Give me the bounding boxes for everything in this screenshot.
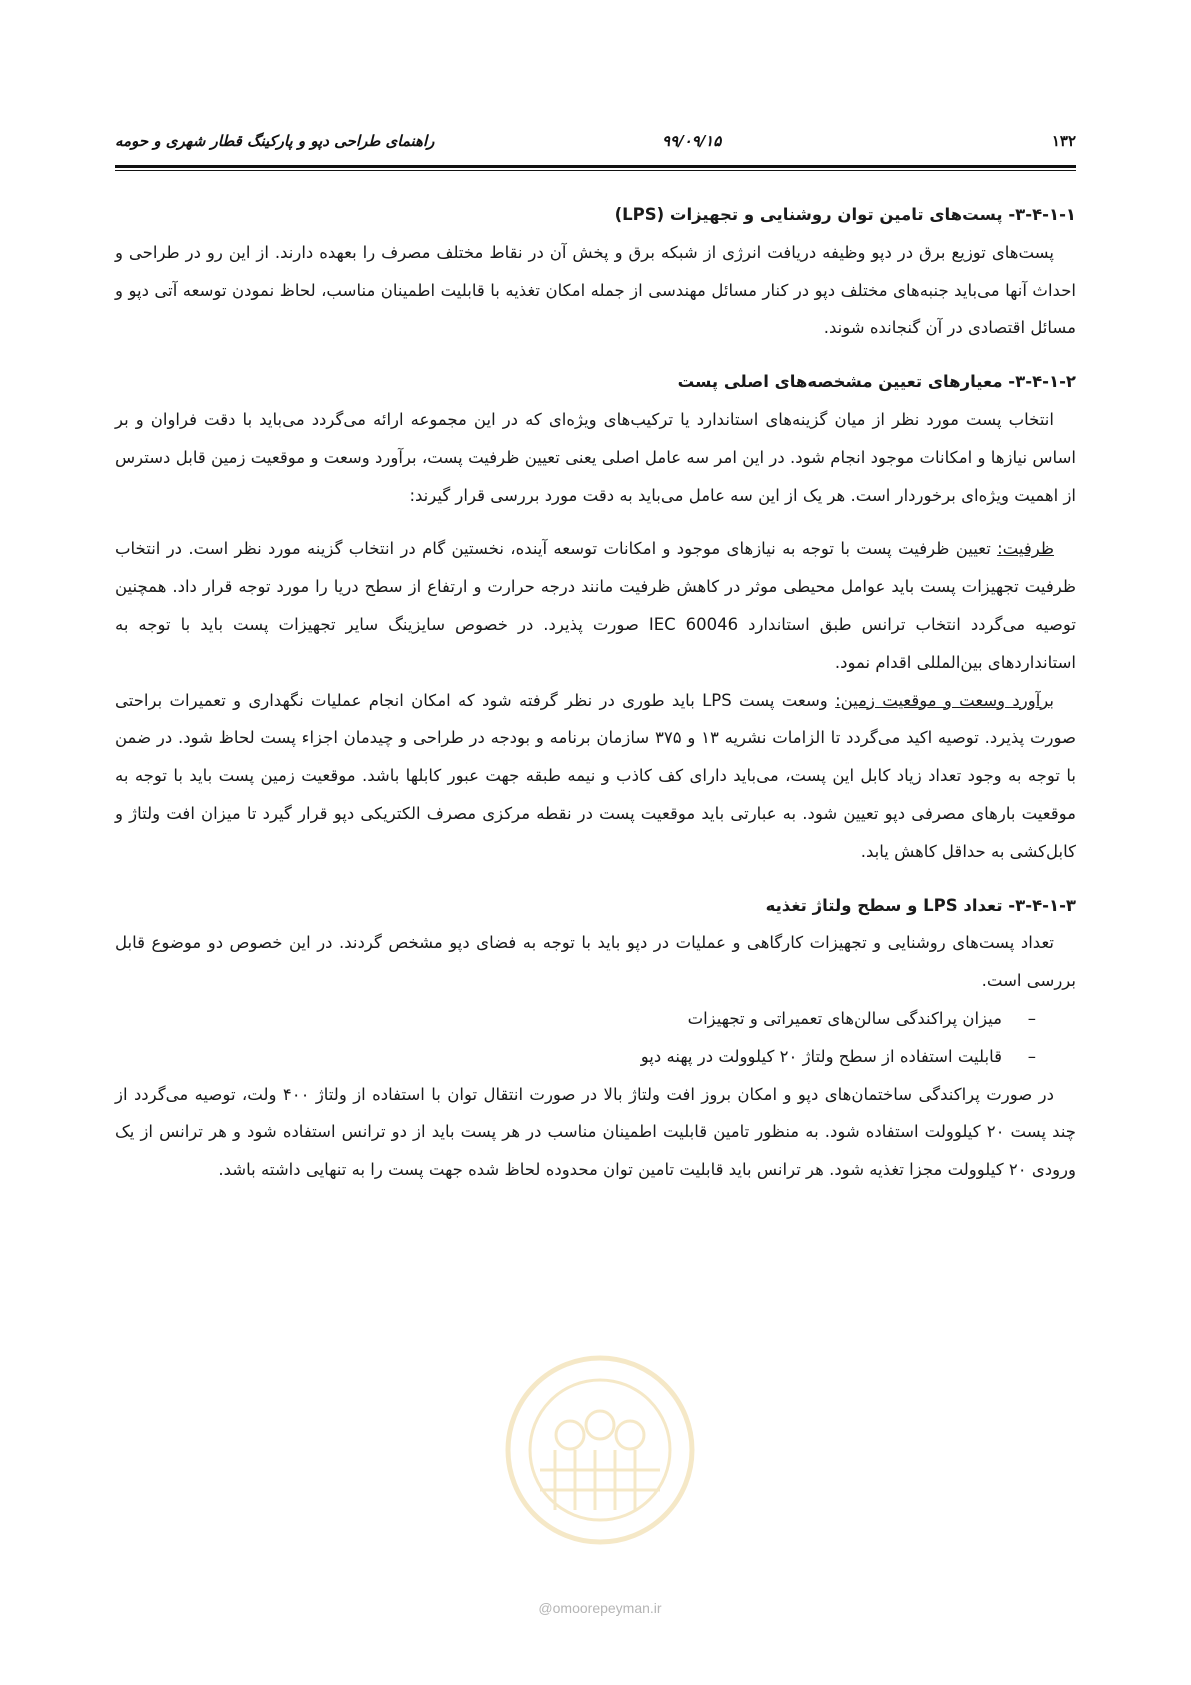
paragraph-capacity bbox=[115, 530, 1076, 681]
land-label: برآورد وسعت و موقعیت زمین: bbox=[835, 690, 1054, 710]
paragraph-dispersion: در صورت پراکندگی ساختمان‌های دپو و امکان بروز افت ولتاژ بالا در صورت انتقال توان با استفاده از ولتاژ ۴۰۰ ولت، توصیه می‌گردد از چند پست ۲۰ کیلوولت استفاده شود. به منظور تامین قابلیت اطمینان مناسب در هر پست باید از دو ترانس استفاده شود و هر ترانس از یک ورودی ۲۰ کیلوولت مجزا تغذیه شود. هر ترانس باید قابلیت تامین توان محدوده لحاظ شده جهت پست را به تنهایی داشته باشد. bbox=[115, 1084, 1076, 1180]
bullet-list bbox=[115, 1000, 1076, 1076]
section-heading-lps-count: ۳-۴-۱-۳- تعداد LPS و سطح ولتاژ تغذیه bbox=[765, 895, 1076, 915]
list-item: – میزان پراکندگی سالن‌های تعمیراتی و تجهیزات bbox=[115, 1000, 1076, 1038]
header-rule-thick bbox=[115, 165, 1076, 168]
watermark-caption: @omoorepeyman.ir bbox=[538, 1600, 662, 1616]
bullet-dash: – bbox=[1027, 1046, 1036, 1066]
page-number: ۱۳۲ bbox=[1051, 132, 1076, 150]
capacity-label: ظرفیت: bbox=[997, 539, 1054, 559]
page-header bbox=[115, 128, 1076, 152]
paragraph-criteria-intro: انتخاب پست مورد نظر از میان گزینه‌های استاندارد یا ترکیب‌های ویژه‌ای که در این مجموعه ارائه می‌گردد می‌باید با دقت فراوان و بر اساس نیازها و امکانات موجود انجام شود. در این امر سه عامل اصلی یعنی تعیین ظرفیت پست، برآورد وسعت و موقعیت زمین قابل دسترس از اهمیت ویژه‌ای برخوردار است. هر یک از این سه عامل می‌باید به دقت مورد بررسی قرار گیرند: bbox=[115, 409, 1076, 505]
paragraph-land bbox=[115, 682, 1076, 871]
land-text: وسعت پست LPS باید طوری در نظر گرفته شود که امکان انجام عملیات نگهداری و تعمیرات براحتی صورت پذیرد. توصیه اکید می‌گردد تا الزامات نشریه ۱۳ و ۳۷۵ سازمان برنامه و بودجه در طراحی و چیدمان اجزاء پست لحاظ شود. در ضمن با توجه به وجود تعداد زیاد کابل این پست، می‌باید دارای کف کاذب و نیمه طبقه جهت عبور کابلها باشد. موقعیت زمین پست باید با توجه به موقعیت بارهای مصرفی دپو تعیین شود. به عبارتی باید موقعیت پست در نقطه مرکزی مصرف الکتریکی دپو قرار گیرد تا میزان افت ولتاژ و کابل‌کشی به حداقل کاهش یابد. bbox=[115, 690, 1076, 861]
bullet-dash: – bbox=[1027, 1008, 1036, 1028]
section-heading-criteria: ۳-۴-۱-۲- معیارهای تعیین مشخصه‌های اصلی پست bbox=[677, 372, 1076, 392]
watermark-seal-icon bbox=[508, 1358, 692, 1542]
list-item: – قابلیت استفاده از سطح ولتاژ ۲۰ کیلوولت در پهنه دپو bbox=[115, 1038, 1076, 1076]
paragraph-lps-intro: پست‌های توزیع برق در دپو وظیفه دریافت انرژی از شبکه برق و پخش آن در نقاط مختلف مصرف را بعهده دارند. از این رو در طراحی و احداث آنها می‌باید جنبه‌های مختلف دپو در کنار مسائل مهندسی از جمله امکان تغذیه با قابلیت اطمینان مناسب، لحاظ نمودن توسعه آتی دپو و مسائل اقتصادی در آن گنجانده شوند. bbox=[115, 242, 1076, 338]
capacity-text: تعیین ظرفیت پست با توجه به نیازهای موجود و امکانات توسعه آینده، نخستین گام در انتخاب گزینه مورد نظر است. در انتخاب ظرفیت تجهیزات پست باید عوامل محیطی موثر در کاهش ظرفیت مانند درجه حرارت و ارتفاع از سطح دریا را مورد توجه قرار داد. همچنین توصیه می‌گردد انتخاب ترانس طبق استاندارد IEC 60046 صورت پذیرد. در خصوص سایزینگ سایر تجهیزات پست باید با توجه به استانداردهای بین‌المللی اقدام نمود. bbox=[115, 539, 1077, 672]
page-body bbox=[115, 196, 1076, 1189]
header-date: ۹۹/۰۹/۱۵ bbox=[662, 132, 722, 150]
watermark-seal-logo bbox=[500, 1350, 700, 1550]
header-title: راهنمای طراحی دپو و پارکینگ قطار شهری و حومه bbox=[115, 132, 435, 150]
paragraph-lps-count: تعداد پست‌های روشنایی و تجهیزات کارگاهی و عملیات در دپو باید با توجه به فضای دپو مشخص گردند. در این خصوص دو موضوع قابل بررسی است. bbox=[115, 933, 1076, 991]
section-heading-lps: ۳-۴-۱-۱- پست‌های تامین توان روشنایی و تجهیزات (LPS) bbox=[614, 205, 1076, 224]
header-rule-thin bbox=[115, 170, 1076, 171]
